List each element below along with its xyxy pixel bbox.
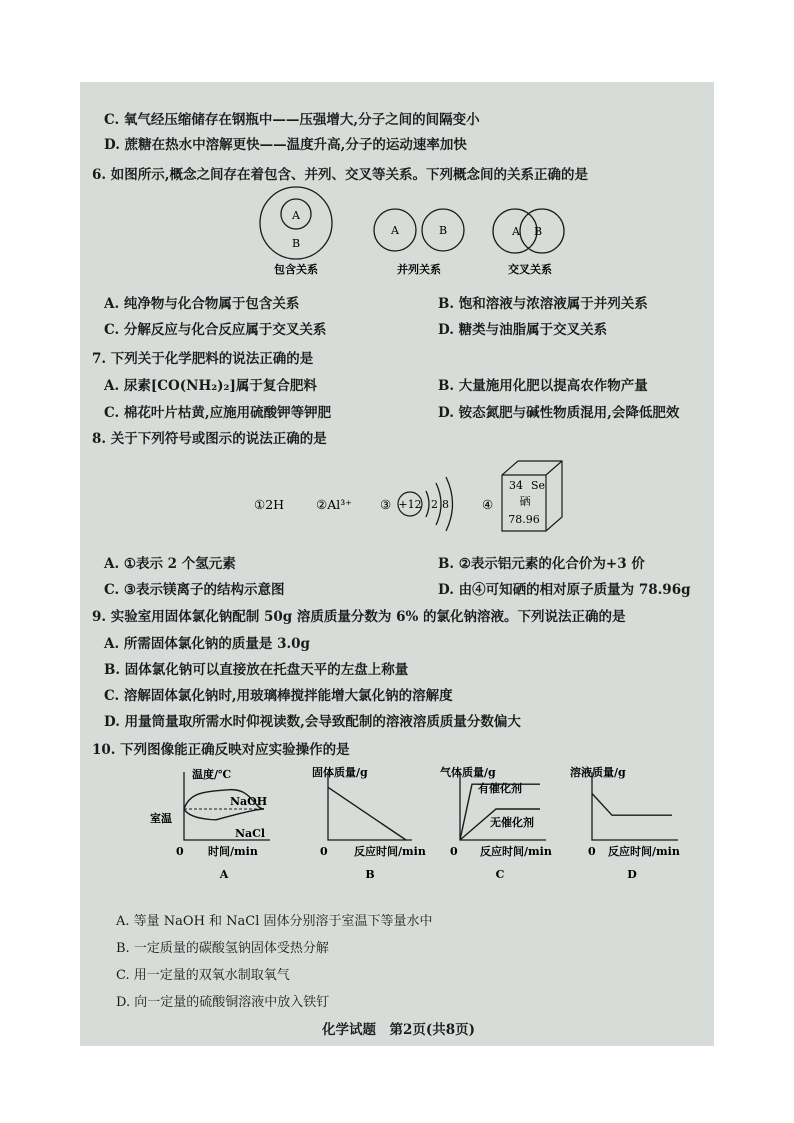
q10-option-b: B. 一定质量的碳酸氢钠固体受热分解 — [116, 941, 329, 956]
symbol-4: ④ — [482, 497, 494, 512]
q8-option-a: A. ①表示 2 个氢元素 — [104, 556, 236, 572]
q9-option-d: D. 用量筒量取所需水时仰视读数,会导致配制的溶液溶质质量分数偏大 — [104, 714, 521, 730]
q8-stem: 8. 关于下列符号或图示的说法正确的是 — [92, 431, 327, 447]
chart-d — [570, 765, 680, 881]
chart-d-letter: D — [627, 868, 637, 881]
chart-c-letter: C — [495, 868, 505, 881]
q9-stem: 9. 实验室用固体氯化钠配制 50g 溶质质量分数为 6% 的氯化钠溶液。下列说法正确的是 — [92, 609, 626, 625]
chart-d-xlabel: 反应时间/min — [608, 845, 680, 858]
chart-d-series-0-line — [592, 794, 672, 816]
chart-d-origin: 0 — [588, 845, 596, 858]
nucleus-charge: +12 — [398, 498, 422, 511]
contain-label: 包含关系 — [274, 263, 318, 276]
shell-arc-1 — [426, 491, 429, 517]
q8-option-c: C. ③表示镁离子的结构示意图 — [104, 582, 285, 598]
cell-name: 硒 — [519, 495, 531, 508]
symbol-1: ①2H — [254, 497, 285, 512]
chart-c-series-no-catalyst: 无催化剂 — [490, 816, 534, 829]
chart-a-letter: A — [219, 868, 229, 881]
chart-b-ylabel: 固体质量/g — [312, 766, 368, 779]
q10-option-a: A. 等量 NaOH 和 NaCl 固体分别溶于室温下等量水中 — [116, 914, 433, 929]
chart-c-xlabel: 反应时间/min — [480, 845, 552, 858]
q5-option-c: C. 氧气经压缩储存在钢瓶中——压强增大,分子之间的间隔变小 — [104, 112, 480, 128]
q10-option-c: C. 用一定量的双氧水制取氧气 — [116, 968, 290, 983]
q6-stem: 6. 如图所示,概念之间存在着包含、并列、交叉等关系。下列概念间的关系正确的是 — [92, 167, 588, 183]
chart-b-letter: B — [365, 868, 375, 881]
chart-c — [440, 765, 552, 881]
exam-page — [80, 82, 714, 1046]
shell-2-electrons: 8 — [442, 498, 449, 511]
symbol-3: ③ — [380, 497, 392, 512]
parallel-b: B — [438, 224, 448, 237]
chart-a-xlabel: 时间/min — [208, 845, 258, 858]
q10-charts — [80, 762, 714, 892]
q8-option-b: B. ②表示铝元素的化合价为+3 价 — [438, 556, 645, 572]
shell-1-electrons: 2 — [431, 498, 438, 511]
symbol-2: ②Al³⁺ — [316, 497, 352, 512]
chart-a-series-nacl: NaCl — [235, 827, 266, 840]
q9-option-b: B. 固体氯化钠可以直接放在托盘天平的左盘上称量 — [104, 662, 409, 678]
page-footer: 化学试题 第2页(共8页) — [322, 1022, 476, 1038]
q6-option-c: C. 分解反应与化合反应属于交叉关系 — [104, 322, 327, 338]
cross-label: 交叉关系 — [508, 263, 552, 276]
cross-b: B — [533, 225, 543, 238]
q8-option-d: D. 由④可知硒的相对原子质量为 78.96g — [438, 582, 691, 598]
chart-b-axes — [328, 772, 412, 840]
chart-b-series-0-line — [328, 787, 406, 840]
chart-c-origin: 0 — [450, 845, 458, 858]
q5-option-d: D. 蔗糖在热水中溶解更快——温度升高,分子的运动速率加快 — [104, 137, 467, 153]
cell-symbol: Se — [531, 479, 546, 492]
cell-mass: 78.96 — [508, 513, 540, 526]
chart-c-series-catalyst: 有催化剂 — [478, 782, 522, 795]
q9-option-c: C. 溶解固体氯化钠时,用玻璃棒搅拌能增大氯化钠的溶解度 — [104, 688, 453, 704]
chart-a-series-naoh: NaOH — [230, 795, 268, 808]
chart-c-ylabel: 气体质量/g — [440, 766, 496, 779]
chart-b-xlabel: 反应时间/min — [354, 845, 426, 858]
q9-option-a: A. 所需固体氯化钠的质量是 3.0g — [104, 636, 310, 652]
chart-a-series-1-line — [184, 809, 264, 820]
contain-b: B — [291, 237, 301, 250]
q7-option-a: A. 尿素[CO(NH₂)₂]属于复合肥料 — [104, 378, 317, 394]
cell-atomic-number: 34 — [509, 479, 523, 492]
q6-option-d: D. 糖类与油脂属于交叉关系 — [438, 322, 608, 338]
chart-d-ylabel: 溶液质量/g — [570, 766, 626, 779]
chart-a — [150, 767, 270, 881]
q10-option-d: D. 向一定量的硫酸铜溶液中放入铁钉 — [116, 995, 330, 1010]
q7-stem: 7. 下列关于化学肥料的说法正确的是 — [92, 351, 314, 367]
cross-a: A — [512, 225, 520, 238]
parallel-a: A — [391, 224, 399, 237]
q7-option-b: B. 大量施用化肥以提高农作物产量 — [438, 378, 648, 394]
chart-d-axes — [592, 772, 678, 840]
chart-a-origin: 0 — [176, 845, 184, 858]
q8-symbols-figure — [250, 457, 570, 542]
q10-stem: 10. 下列图像能正确反映对应实验操作的是 — [92, 742, 350, 758]
q6-relation-figure — [240, 185, 580, 277]
chart-a-reference-label: 室温 — [150, 812, 172, 825]
parallel-label: 并列关系 — [397, 263, 441, 276]
q6-option-b: B. 饱和溶液与浓溶液属于并列关系 — [438, 296, 648, 312]
q7-option-c: C. 棉花叶片枯黄,应施用硫酸钾等钾肥 — [104, 405, 332, 421]
q7-option-d: D. 铵态氮肥与碱性物质混用,会降低肥效 — [438, 405, 680, 421]
chart-a-ylabel: 温度/℃ — [192, 768, 232, 781]
q6-option-a: A. 纯净物与化合物属于包含关系 — [104, 296, 300, 312]
contain-a: A — [292, 209, 300, 222]
chart-b — [312, 765, 426, 881]
chart-b-origin: 0 — [320, 845, 328, 858]
